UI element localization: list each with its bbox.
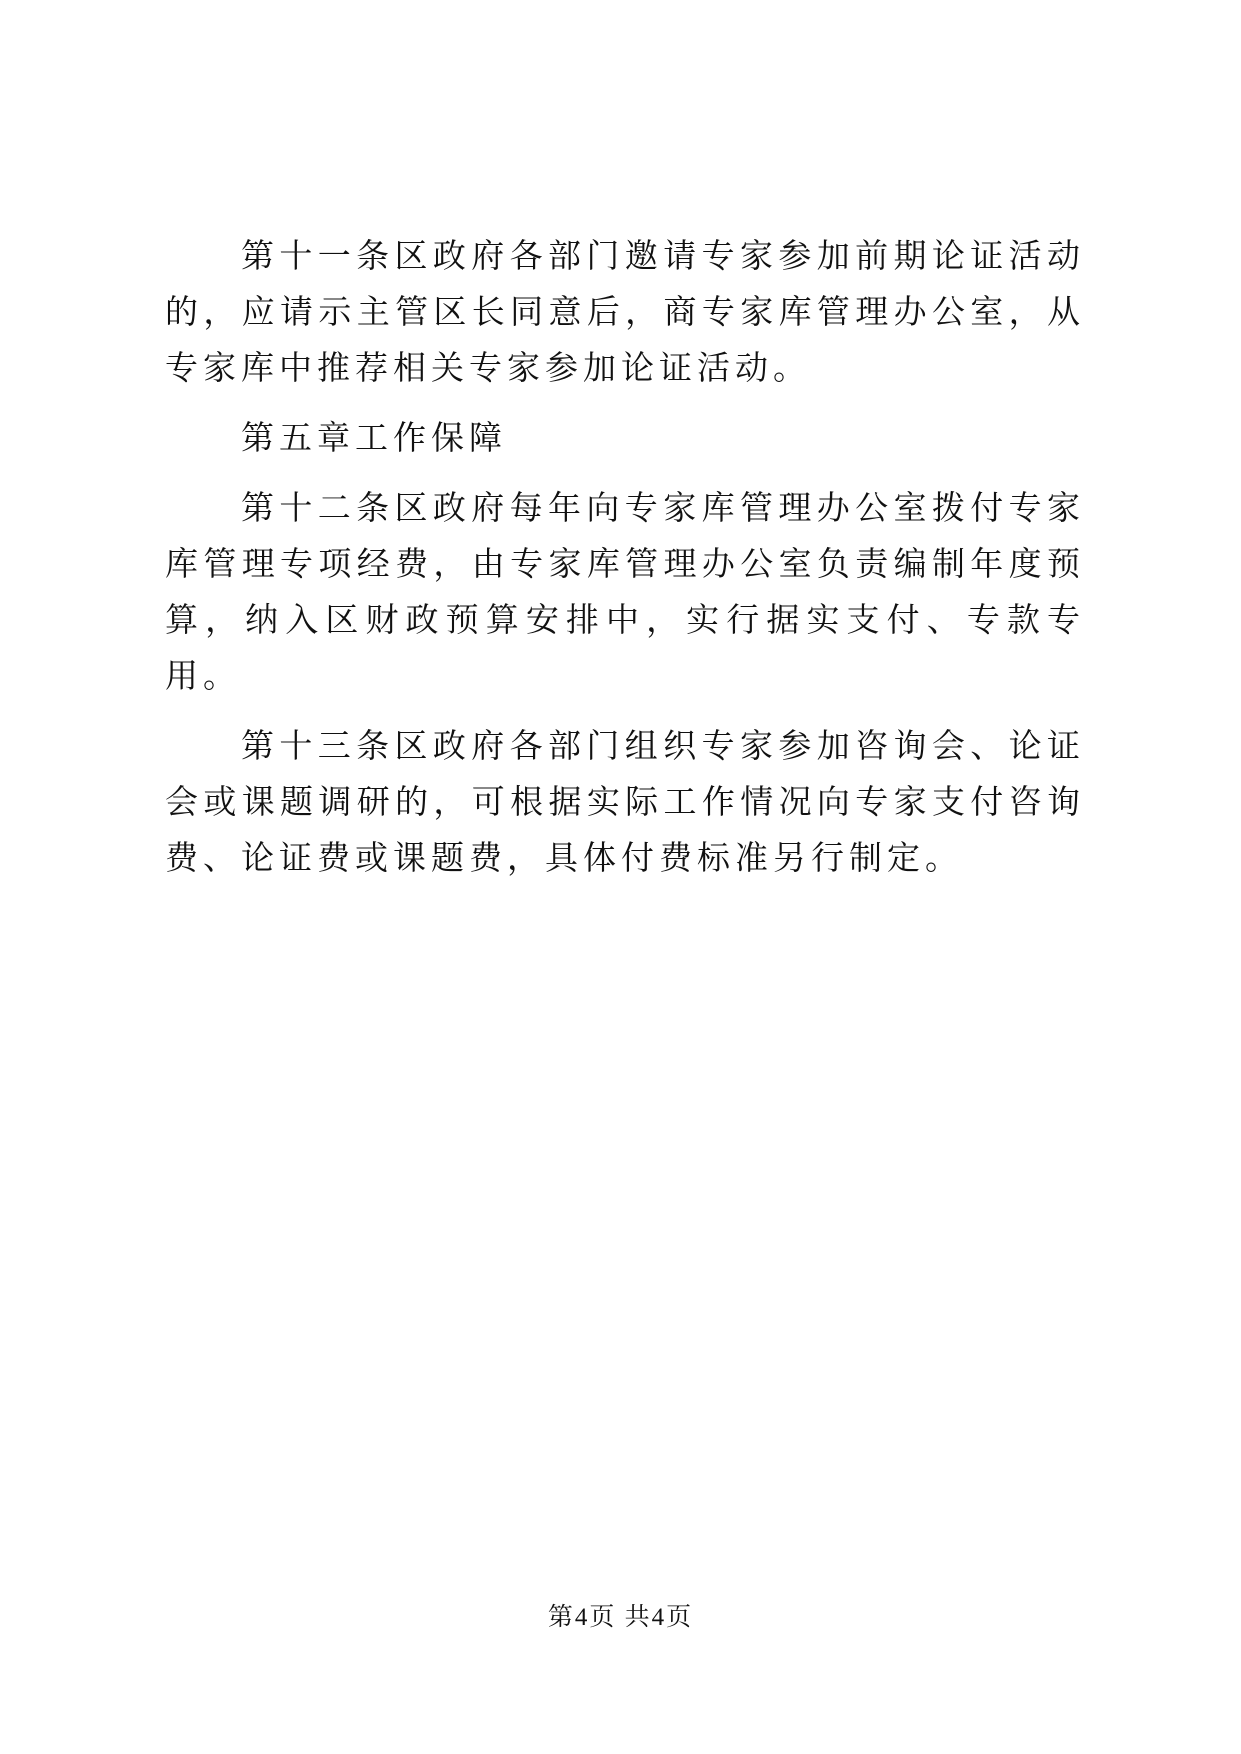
article-12-paragraph: 第十二条区政府每年向专家库管理办公室拨付专家库管理专项经费，由专家库管理办公室负责编制年度预算，纳入区财政预算安排中，实行据实支付、专款专用。 (165, 488, 1085, 695)
article-11-paragraph: 第十一条区政府各部门邀请专家参加前期论证活动的，应请示主管区长同意后，商专家库管理办公室，从专家库中推荐相关专家参加论证活动。 (165, 236, 1085, 387)
article-13-paragraph: 第十三条区政府各部门组织专家参加咨询会、论证会或课题调研的，可根据实际工作情况向专家支付咨询费、论证费或课题费，具体付费标准另行制定。 (165, 726, 1085, 877)
document-body (165, 228, 1085, 900)
chapter-5-heading: 第五章工作保障 (241, 418, 507, 457)
page-number-footer: 第4页 共4页 (547, 1604, 694, 1631)
